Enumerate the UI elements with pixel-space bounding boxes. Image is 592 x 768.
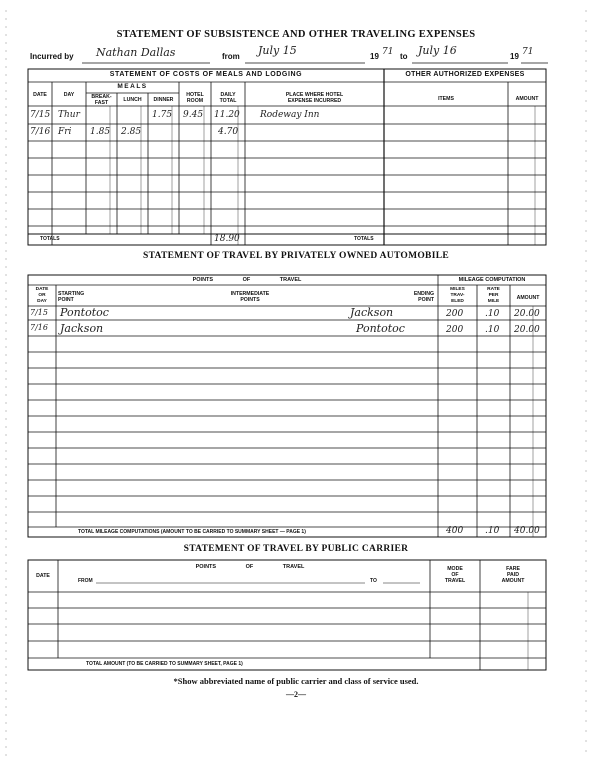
auto-row-2-end: Pontotoc: [356, 322, 405, 335]
auto-row-1-miles: 200: [446, 309, 464, 319]
auto-col-date: DATE OR DAY: [35, 287, 49, 304]
traveler-name: Nathan Dallas: [96, 46, 176, 59]
meals-section-title: STATEMENT OF COSTS OF MEALS AND LODGING: [109, 71, 303, 78]
auto-row-2-amount: 20.00: [514, 325, 540, 335]
col-daily-total: DAILY TOTAL: [219, 92, 237, 104]
col-day: DAY: [63, 92, 75, 98]
auto-row-1-date: 7/15: [30, 308, 48, 317]
col-dinner: DINNER: [153, 97, 174, 103]
footnote: *Show abbreviated name of public carrier and class of service used.: [173, 676, 419, 686]
carrier-col-mode: MODE OF TRAVEL: [444, 566, 466, 584]
meal-row-1-daily: 11.20: [214, 110, 240, 120]
year-prefix-2: 19: [510, 52, 519, 61]
meal-row-1-day: Thur: [58, 110, 80, 120]
meal-row-2-daily: 4.70: [218, 127, 239, 137]
meal-row-1-place: Rodeway Inn: [260, 110, 320, 120]
auto-col-miles: MILES TRAV- ELED: [450, 287, 465, 304]
auto-col-end: ENDING POINT: [413, 291, 434, 303]
carrier-to-label: TO: [370, 578, 377, 584]
from-date: July 15: [258, 44, 297, 57]
col-hotel: HOTEL ROOM: [186, 92, 204, 104]
carrier-col-fare: FARE PAID AMOUNT: [501, 566, 525, 584]
meal-row-1-dinner: 1.75: [152, 110, 173, 120]
meal-row-1-date: 7/15: [30, 110, 51, 120]
meal-row-2-day: Fri: [58, 127, 72, 137]
from-label: from: [222, 52, 240, 61]
carrier-section-title: STATEMENT OF TRAVEL BY PUBLIC CARRIER: [183, 544, 409, 554]
other-totals-label: TOTALS: [354, 236, 374, 242]
auto-row-2-miles: 200: [446, 325, 464, 335]
col-breakfast: BREAK- FAST: [91, 94, 112, 106]
auto-col-start: STARTING POINT: [58, 291, 85, 303]
auto-row-2-rate: .10: [485, 325, 500, 335]
col-date: DATE: [33, 92, 47, 98]
auto-row-1-amount: 20.00: [514, 309, 540, 319]
auto-total-miles: 400: [446, 526, 464, 536]
auto-total-rate: .10: [485, 526, 500, 536]
page-number: —2—: [286, 690, 306, 699]
meal-row-2-breakfast: 1.85: [90, 127, 111, 137]
carrier-points-label: POINTS OF TRAVEL: [195, 564, 305, 570]
col-amount: AMOUNT: [515, 96, 539, 102]
auto-row-1-rate: .10: [485, 309, 500, 319]
meal-row-2-date: 7/16: [30, 127, 51, 137]
form-title: STATEMENT OF SUBSISTENCE AND OTHER TRAVELING EXPENSES: [116, 29, 476, 40]
meals-grand-total: 18.90: [214, 234, 240, 244]
auto-col-amount: AMOUNT: [516, 295, 540, 301]
auto-total-amount: 40.00: [514, 526, 540, 536]
col-items: ITEMS: [438, 96, 454, 102]
auto-points-label: POINTS OF TRAVEL: [192, 277, 302, 283]
col-place: PLACE WHERE HOTEL EXPENSE INCURRED: [285, 92, 344, 104]
auto-row-1-start: Pontotoc: [60, 306, 109, 319]
year-prefix-1: 19: [370, 52, 379, 61]
auto-total-label: TOTAL MILEAGE COMPUTATIONS (AMOUNT TO BE CARRIED TO SUMMARY SHEET — PAGE 1): [78, 529, 306, 535]
incurred-by-label: Incurred by: [30, 52, 74, 61]
other-expenses-title: OTHER AUTHORIZED EXPENSES: [405, 71, 525, 78]
meals-totals-label: TOTALS: [40, 236, 60, 242]
auto-row-1-end: Jackson: [350, 306, 394, 319]
auto-col-rate: RATE PER MILE: [487, 287, 500, 304]
year-1: 71: [382, 47, 394, 57]
to-label: to: [400, 52, 408, 61]
meals-group-label: MEALS: [117, 83, 148, 90]
mileage-computation-label: MILEAGE COMPUTATION: [458, 277, 526, 283]
to-date: July 16: [418, 44, 457, 57]
auto-row-2-date: 7/16: [30, 323, 48, 332]
carrier-total-label: TOTAL AMOUNT (TO BE CARRIED TO SUMMARY SHEET, PAGE 1): [86, 661, 243, 667]
meal-row-2-lunch: 2.85: [121, 127, 142, 137]
carrier-col-date: DATE: [36, 573, 50, 579]
col-lunch: LUNCH: [123, 97, 142, 103]
year-2: 71: [522, 47, 534, 57]
auto-col-intermediate: INTERMEDIATE POINTS: [230, 291, 270, 303]
auto-section-title: STATEMENT OF TRAVEL BY PRIVATELY OWNED AUTOMOBILE: [143, 251, 449, 261]
auto-row-2-start: Jackson: [60, 322, 104, 335]
meal-row-1-hotel: 9.45: [183, 110, 204, 120]
carrier-from-label: FROM: [78, 578, 93, 584]
